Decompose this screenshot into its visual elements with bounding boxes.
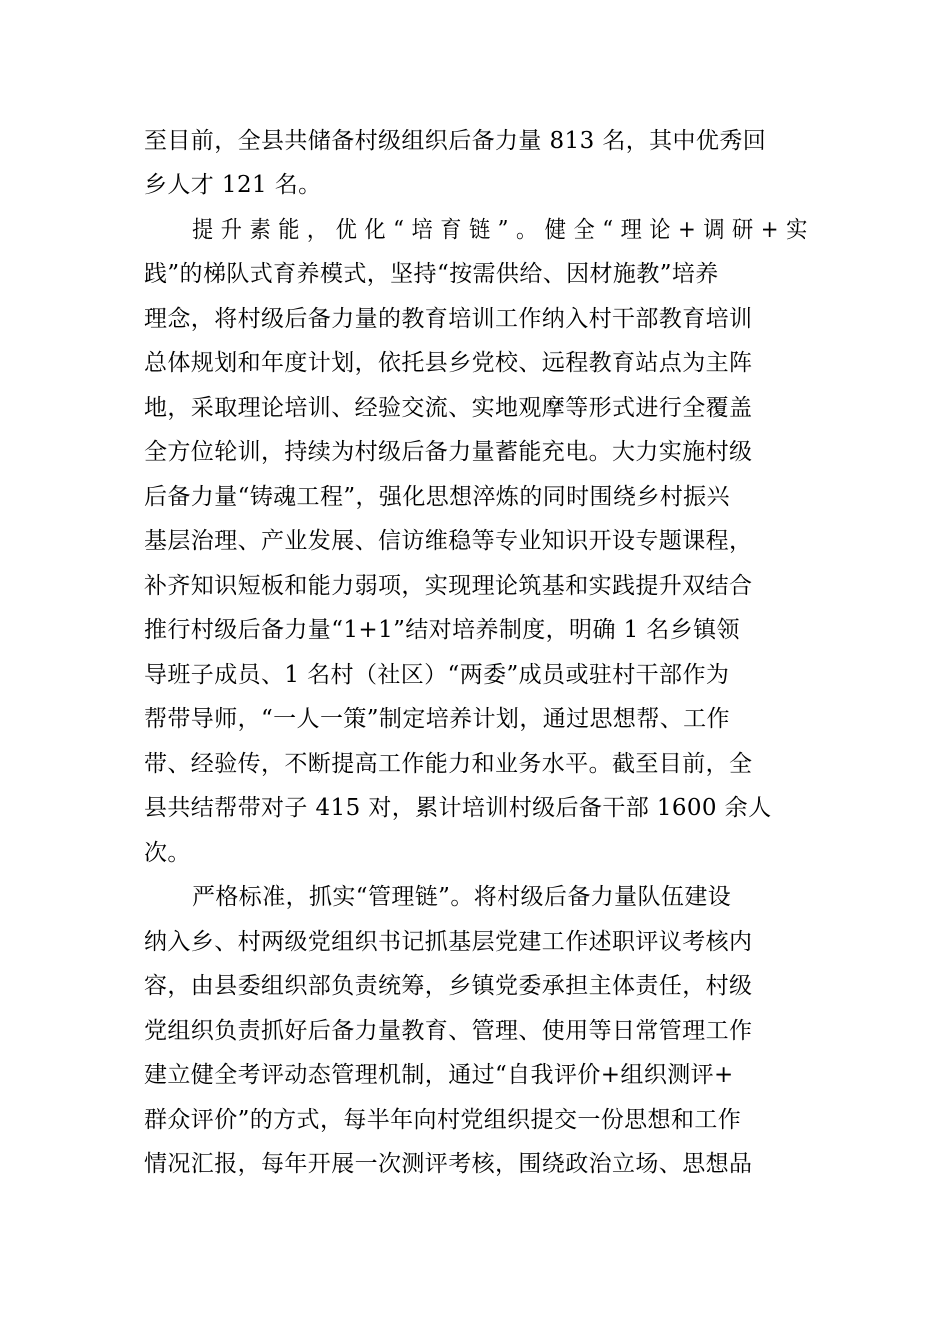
text-line: 推行村级后备力量“1+1”结对培养制度，明确 1 名乡镇领: [144, 617, 740, 643]
text-line: 后备力量“铸魂工程”，强化思想淬炼的同时围绕乡村振兴: [144, 484, 730, 510]
text-line: 乡人才 121 名。: [144, 172, 322, 198]
text-line: 建立健全考评动态管理机制，通过“自我评价+组织测评+: [144, 1062, 734, 1088]
text-line: 县共结帮带对子 415 对，累计培训村级后备干部 1600 余人: [144, 795, 772, 821]
text-line: 总体规划和年度计划，依托县乡党校、远程教育站点为主阵: [144, 350, 753, 376]
text-line: 情况汇报，每年开展一次测评考核，围绕政治立场、思想品: [144, 1151, 753, 1177]
text-line: 带、经验传，不断提高工作能力和业务水平。截至目前，全: [144, 751, 753, 777]
text-line: 群众评价”的方式，每半年向村党组织提交一份思想和工作: [144, 1107, 742, 1133]
text-line: 全方位轮训，持续为村级后备力量蓄能充电。大力实施村级: [144, 439, 753, 465]
paragraph-heading-line: 提 升 素 能 ， 优 化 “ 培 育 链 ” 。 健 全 “ 理 论 + 调 研 + 实: [192, 217, 808, 243]
text-line: 理念，将村级后备力量的教育培训工作纳入村干部教育培训: [144, 306, 753, 332]
text-line: 补齐知识短板和能力弱项，实现理论筑基和实践提升双结合: [144, 573, 753, 599]
text-line: 党组织负责抓好后备力量教育、管理、使用等日常管理工作: [144, 1018, 753, 1044]
text-line: 容，由县委组织部负责统筹，乡镇党委承担主体责任，村级: [144, 973, 753, 999]
text-line: 至目前，全县共储备村级组织后备力量 813 名，其中优秀回: [144, 128, 767, 154]
paragraph-heading-line: 严格标准，抓实“管理链”。将村级后备力量队伍建设: [192, 884, 732, 910]
text-line: 践”的梯队式育养模式，坚持“按需供给、因材施教”培养: [144, 261, 719, 287]
text-line: 地，采取理论培训、经验交流、实地观摩等形式进行全覆盖: [144, 395, 753, 421]
text-line: 导班子成员、1 名村（社区）“两委”成员或驻村干部作为: [144, 662, 730, 688]
text-line: 基层治理、产业发展、信访维稳等专业知识开设专题课程，: [144, 528, 753, 554]
text-line: 帮带导师，“一人一策”制定培养计划，通过思想帮、工作: [144, 706, 730, 732]
text-line: 次。: [144, 840, 191, 866]
text-line: 纳入乡、村两级党组织书记抓基层党建工作述职评议考核内: [144, 929, 753, 955]
